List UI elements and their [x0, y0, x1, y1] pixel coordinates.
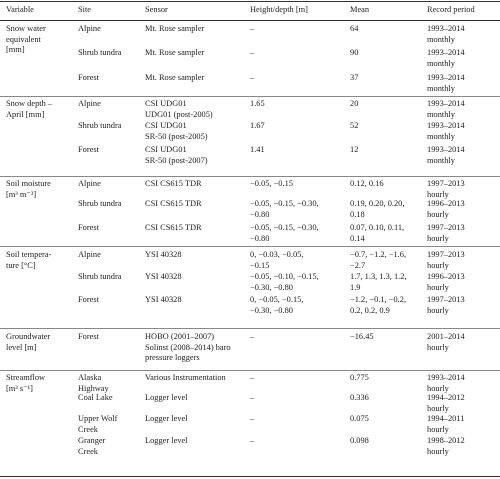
- group-rule: [0, 176, 500, 177]
- header-variable: Variable: [6, 5, 34, 14]
- mean-cell: −16.45: [350, 332, 374, 341]
- site-cell: Granger: [78, 436, 106, 445]
- variable-cell: Snow depth –: [6, 99, 53, 108]
- variable-cell: Groundwater: [6, 332, 51, 341]
- height-cell: −0.05, −0.15, −0.30,: [250, 223, 319, 232]
- sensor-cell: Logger level: [145, 414, 188, 423]
- period-cell: hourly: [427, 403, 449, 413]
- site-cell: Shrub tundra: [78, 272, 122, 281]
- header-mean: Mean: [350, 5, 370, 14]
- height-cell: −0.30, −0.80: [250, 282, 293, 292]
- group-rule: [0, 328, 500, 329]
- variable-cell: level [m]: [6, 342, 37, 352]
- variable-cell: Streamflow: [6, 373, 46, 382]
- period-cell: hourly: [427, 305, 449, 315]
- height-cell: 1.67: [250, 121, 265, 130]
- bottom-rule: [0, 476, 500, 477]
- period-cell: 1994–2011: [427, 414, 465, 423]
- period-cell: 1997–2013: [427, 295, 465, 304]
- height-cell: −0.80: [250, 233, 270, 243]
- height-cell: −0.15: [250, 260, 270, 270]
- period-cell: hourly: [427, 282, 449, 292]
- sensor-cell: SR-50 (post-2007): [145, 155, 208, 165]
- height-cell: –: [250, 73, 255, 82]
- site-cell: Alpine: [78, 250, 101, 259]
- site-cell: Alpine: [78, 179, 101, 188]
- period-cell: hourly: [427, 209, 449, 219]
- period-cell: 1993–2014: [427, 145, 465, 154]
- site-cell: Upper Wolf: [78, 414, 118, 423]
- period-cell: monthly: [427, 83, 455, 93]
- height-cell: –: [250, 373, 255, 382]
- mean-cell: 52: [350, 121, 359, 130]
- site-cell: Alpine: [78, 24, 101, 33]
- variable-cell: Soil moisture: [6, 179, 51, 188]
- sensor-cell: CSI UDG01: [145, 121, 187, 130]
- site-cell: Forest: [78, 145, 99, 154]
- sensor-cell: YSI 40328: [145, 250, 182, 259]
- site-cell: Forest: [78, 73, 99, 82]
- site-cell: Shrub tundra: [78, 121, 122, 130]
- sensor-cell: CSI CS615 TDR: [145, 223, 202, 232]
- sensor-cell: HOBO (2001–2007): [145, 332, 215, 341]
- height-cell: –: [250, 332, 255, 341]
- mean-cell: 64: [350, 24, 359, 33]
- variable-cell: [m³ m⁻³]: [6, 189, 37, 199]
- height-cell: 0, −0.05, −0.15,: [250, 295, 304, 304]
- period-cell: hourly: [427, 260, 449, 270]
- period-cell: monthly: [427, 109, 455, 119]
- period-cell: monthly: [427, 58, 455, 68]
- mean-cell: 0.775: [350, 373, 369, 382]
- period-cell: 1996–2013: [427, 272, 465, 281]
- site-cell: Coal Lake: [78, 393, 113, 402]
- height-cell: –: [250, 414, 255, 423]
- sensor-cell: Mt. Rose sampler: [145, 24, 205, 33]
- mean-cell: 0.075: [350, 414, 369, 423]
- sensor-cell: CSI UDG01: [145, 145, 187, 154]
- period-cell: hourly: [427, 342, 449, 352]
- sensor-cell: Solinst (2008–2014) baro: [145, 342, 231, 352]
- sensor-cell: Logger level: [145, 393, 188, 402]
- mean-cell: 1.7, 1.3, 1.3, 1.2,: [350, 272, 407, 281]
- site-cell: Shrub tundra: [78, 199, 122, 208]
- sensor-cell: YSI 40328: [145, 295, 182, 304]
- variable-cell: [m³ s⁻¹]: [6, 383, 33, 393]
- mean-cell: 0.2, 0.2, 0.9: [350, 305, 390, 315]
- period-cell: 1993–2014: [427, 373, 465, 382]
- variable-cell: [mm]: [6, 45, 25, 55]
- height-cell: –: [250, 393, 255, 402]
- height-cell: −0.05, −0.15: [250, 179, 293, 188]
- period-cell: 1997–2013: [427, 179, 465, 188]
- period-cell: 1996–2013: [427, 199, 465, 208]
- mean-cell: −2.7: [350, 260, 366, 270]
- mean-cell: 0.14: [350, 233, 365, 243]
- mean-cell: 20: [350, 99, 359, 108]
- group-rule: [0, 370, 500, 371]
- mean-cell: 0.07, 0.10, 0.11,: [350, 223, 405, 232]
- height-cell: 1.65: [250, 99, 265, 108]
- mean-cell: 0.098: [350, 436, 369, 445]
- header-period: Record period: [427, 5, 475, 14]
- site-cell: Forest: [78, 223, 99, 232]
- period-cell: 1993–2014: [427, 48, 465, 57]
- sensor-cell: Various Instrumentation: [145, 373, 226, 382]
- site-cell: Creek: [78, 446, 98, 456]
- site-cell: Alpine: [78, 99, 101, 108]
- mean-cell: 37: [350, 73, 359, 82]
- sensor-cell: SR-50 (post-2005): [145, 131, 208, 141]
- header-site: Site: [78, 5, 92, 14]
- height-cell: −0.05, −0.15, −0.30,: [250, 199, 319, 208]
- height-cell: −0.80: [250, 209, 270, 219]
- group-rule: [0, 96, 500, 97]
- period-cell: 1993–2014: [427, 73, 465, 82]
- period-cell: 1993–2014: [427, 121, 465, 130]
- sensor-cell: Mt. Rose sampler: [145, 48, 205, 57]
- period-cell: 1993–2014: [427, 24, 465, 33]
- mean-cell: 0.19, 0.20, 0.20,: [350, 199, 405, 208]
- period-cell: hourly: [427, 424, 449, 434]
- period-cell: 1994–2012: [427, 393, 465, 402]
- period-cell: hourly: [427, 446, 449, 456]
- site-cell: Creek: [78, 424, 98, 434]
- period-cell: monthly: [427, 155, 455, 165]
- site-cell: Forest: [78, 332, 99, 341]
- header-height: Height/depth [m]: [250, 5, 308, 14]
- site-cell: Highway: [78, 383, 109, 393]
- mean-cell: −0.7, −1.2, −1.6,: [350, 250, 407, 259]
- header-sensor: Sensor: [145, 5, 168, 14]
- variable-cell: equivalent: [6, 34, 41, 44]
- period-cell: 1997–2013: [427, 223, 465, 232]
- mean-cell: 1.9: [350, 282, 361, 292]
- site-cell: Alaska: [78, 373, 102, 382]
- height-cell: 0, −0.03, −0.05,: [250, 250, 304, 259]
- period-cell: 1997–2013: [427, 250, 465, 259]
- mean-cell: 12: [350, 145, 359, 154]
- mean-cell: 0.12, 0.16: [350, 179, 384, 188]
- variable-cell: ture [°C]: [6, 260, 36, 270]
- period-cell: 1993–2014: [427, 99, 465, 108]
- sensor-cell: UDG01 (post-2005): [145, 109, 213, 119]
- mean-cell: 0.336: [350, 393, 369, 402]
- mean-cell: −1.2, −0.1, −0.2,: [350, 295, 407, 304]
- variable-cell: Soil tempera-: [6, 250, 52, 259]
- period-cell: hourly: [427, 233, 449, 243]
- sensor-cell: Logger level: [145, 436, 188, 445]
- mean-cell: 0.18: [350, 209, 365, 219]
- top-rule: [0, 1, 500, 2]
- sensor-cell: CSI CS615 TDR: [145, 179, 202, 188]
- mean-cell: 90: [350, 48, 359, 57]
- period-cell: 2001–2014: [427, 332, 465, 341]
- site-cell: Shrub tundra: [78, 48, 122, 57]
- header-rule: [0, 20, 500, 21]
- variable-cell: Snow water: [6, 24, 46, 33]
- period-cell: hourly: [427, 383, 449, 393]
- group-rule: [0, 246, 500, 247]
- height-cell: –: [250, 48, 255, 57]
- period-cell: monthly: [427, 34, 455, 44]
- height-cell: −0.30, −0.80: [250, 305, 293, 315]
- period-cell: 1998–2012: [427, 436, 465, 445]
- variable-cell: April [mm]: [6, 109, 45, 119]
- site-cell: Forest: [78, 295, 99, 304]
- sensor-cell: CSI UDG01: [145, 99, 187, 108]
- period-cell: monthly: [427, 131, 455, 141]
- sensor-cell: CSI CS615 TDR: [145, 199, 202, 208]
- sensor-cell: Mt. Rose sampler: [145, 73, 205, 82]
- sensor-cell: pressure loggers: [145, 353, 200, 363]
- height-cell: –: [250, 436, 255, 445]
- sensor-cell: YSI 40328: [145, 272, 182, 281]
- height-cell: –: [250, 24, 255, 33]
- height-cell: 1.41: [250, 145, 265, 154]
- period-cell: hourly: [427, 189, 449, 199]
- height-cell: −0.05, −0.10, −0.15,: [250, 272, 319, 281]
